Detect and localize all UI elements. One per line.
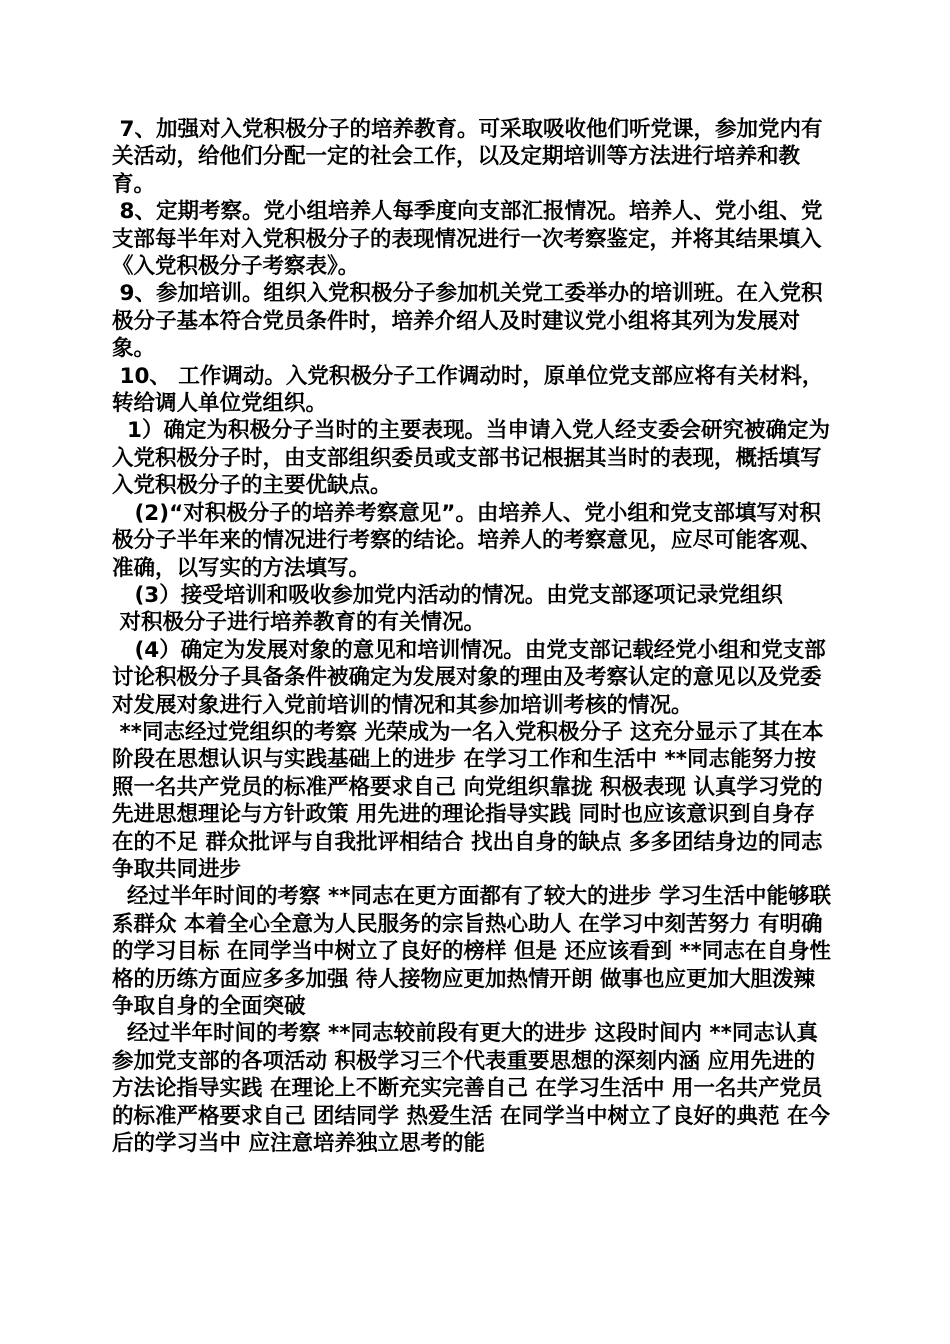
paragraph-comment-3: 经过半年时间的考察 **同志较前段有更大的进步 这段时间内 **同志认真参加党支部的各项活动 积极学习三个代表重要思想的深刻内涵 应用先进的方法论指导实践 在理论上不断充实完善自己 在学习生活中 用一名共产党员的标准严格要求自己 团结同学 热爱生活 在同学当中树立了良好的典范 在今后的学习当中 应注意培养独立思考的能 [112, 1021, 830, 1157]
paragraph-sub-2-opinion: (2)“对积极分子的培养考察意见”。由培养人、党小组和党支部填写对积极分子半年来的情况进行考察的结论。培养人的考察意见，应尽可能客观、准确，以写实的方法填写。 [112, 500, 822, 581]
paragraph-comment-1: **同志经过党组织的考察 光荣成为一名入党积极分子 这充分显示了其在本阶段在思想认识与实践基础上的进步 在学习工作和生活中 **同志能努力按照一名共产党员的标准严格要求自己 向党组织靠拢 积极表现 认真学习党的先进思想理论与方针政策 用先进的理论指导实践 同时也应该意识到自身存在的不足 群众批评与自我批评相结合 找出自身的缺点 多多团结身边的同志 争取共同进步 [112, 719, 830, 882]
paragraph-item-10-transfer: 10、 工作调动。入党积极分子工作调动时，原单位党支部应将有关材料，转给调人单位党组织。 [112, 363, 824, 417]
paragraph-sub-3-continued: 对积极分子进行培养教育的有关情况。 [112, 610, 486, 636]
paragraph-item-7-training: 7、加强对入党积极分子的培养教育。可采取吸收他们听党课，参加党内有关活动，给他们分配一定的社会工作，以及定期培训等方法进行培养和教育。 [112, 117, 823, 197]
paragraph-sub-1-performance: 1）确定为积极分子当时的主要表现。当申请入党人经支委会研究被确定为入党积极分子时，由支部组织委员或支部书记根据其当时的表现，概括填写入党积极分子的主要优缺点。 [112, 418, 830, 499]
document-page [112, 116, 836, 1157]
paragraph-item-8-inspection: 8、定期考察。党小组培养人每季度向支部汇报情况。培养人、党小组、党支部每半年对入党积极分子的表现情况进行一次考察鉴定，并将其结果填入《入党积极分子考察表》。 [112, 199, 823, 280]
paragraph-item-9-course: 9、参加培训。组织入党积极分子参加机关党工委举办的培训班。在入党积极分子基本符合党员条件时，培养介绍人及时建议党小组将其列为发展对象。 [112, 281, 823, 362]
paragraph-comment-2: 经过半年时间的考察 **同志在更方面都有了较大的进步 学习生活中能够联系群众 本着全心全意为人民服务的宗旨热心助人 在学习中刻苦努力 有明确的学习目标 在同学当中树立了良好的榜样 但是 还应该看到 **同志在自身性格的历练方面应多多加强 待人接物应更加热情开朗 做事也应更加大胆泼辣 争取自身的全面突破 [112, 884, 831, 1019]
paragraph-sub-3-activities: (3）接受培训和吸收参加党内活动的情况。由党支部逐项记录党组织 [112, 582, 783, 608]
paragraph-sub-4-development: (4）确定为发展对象的意见和培训情况。由党支部记载经党小组和党支部讨论积极分子具备条件被确定为发展对象的理由及考察认定的意见以及党委对发展对象进行入党前培训的情况和其参加培训考核的情况。 [112, 637, 826, 718]
